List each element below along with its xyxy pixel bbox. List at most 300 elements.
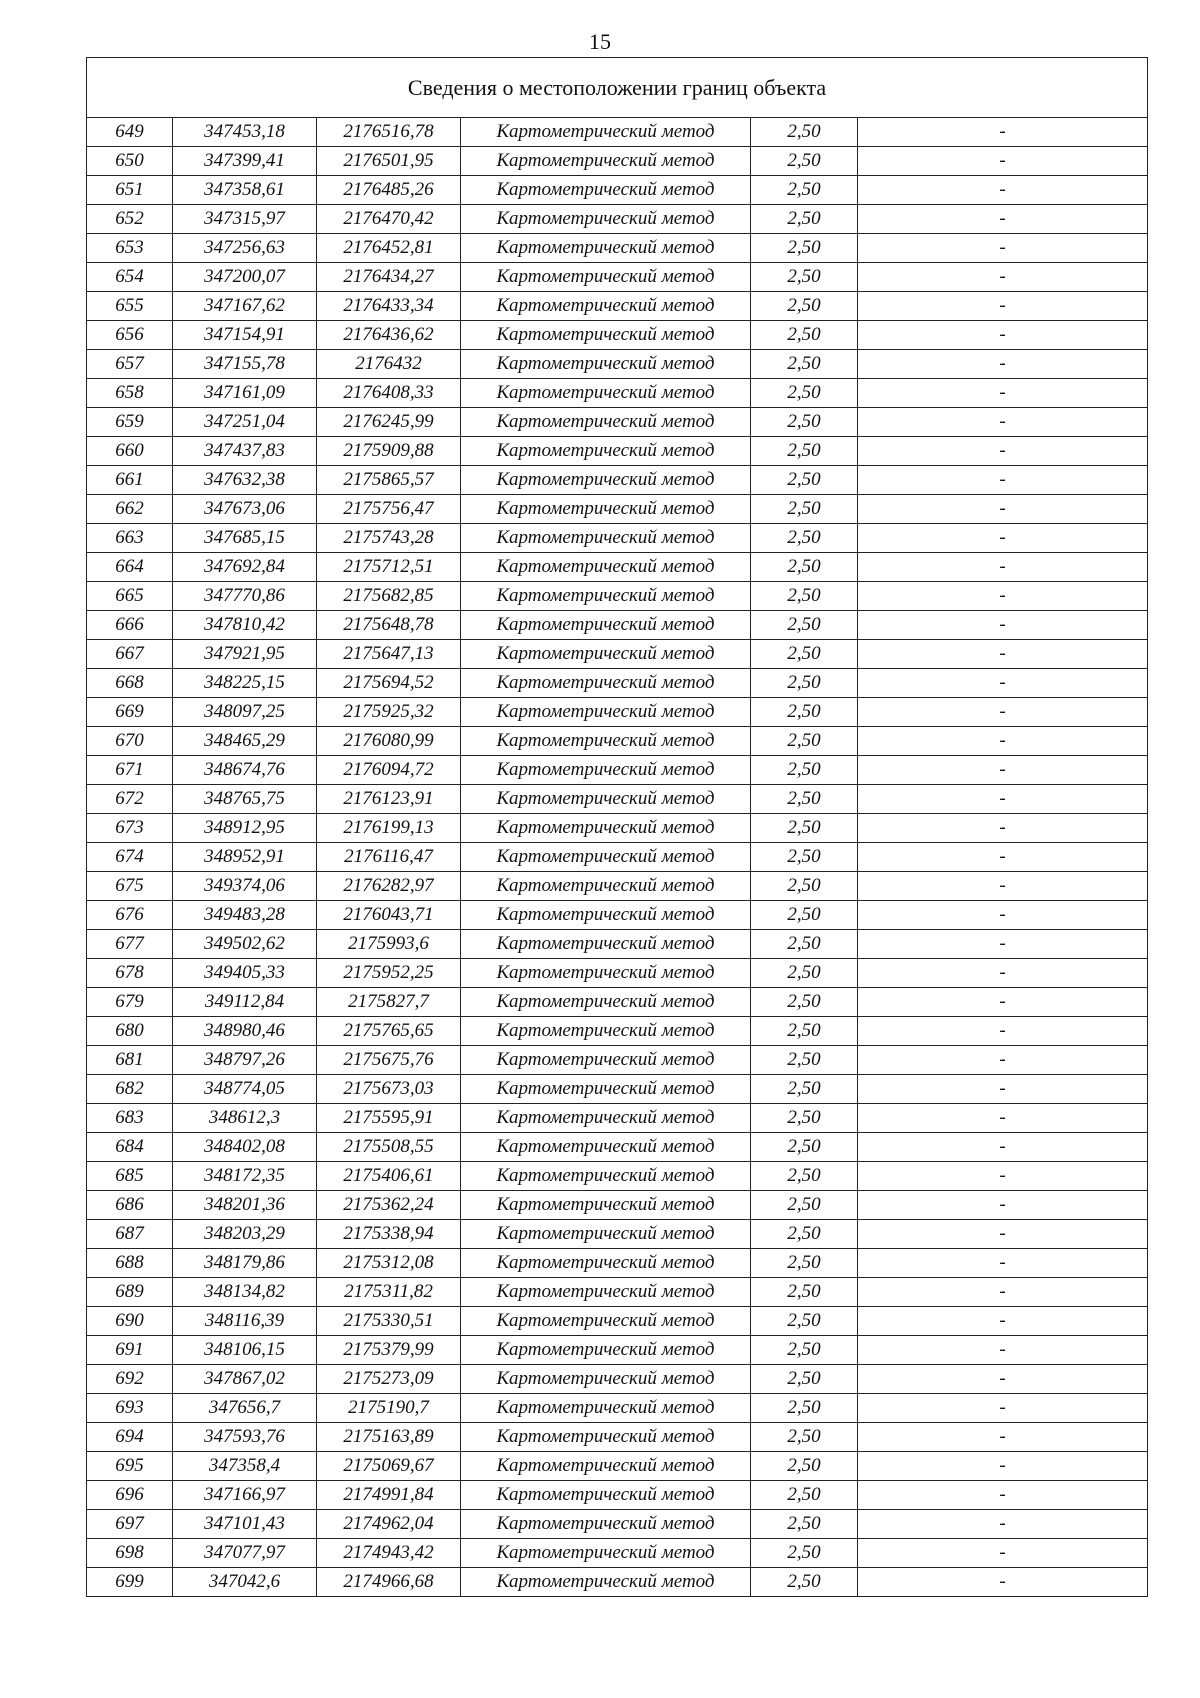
description-cell: - (858, 437, 1148, 466)
accuracy-cell: 2,50 (751, 698, 858, 727)
method-cell: Картометрический метод (461, 1220, 751, 1249)
x-coordinate-cell: 349374,06 (173, 872, 317, 901)
method-cell: Картометрический метод (461, 1191, 751, 1220)
x-coordinate-cell: 347042,6 (173, 1568, 317, 1597)
y-coordinate-cell: 2175311,82 (317, 1278, 461, 1307)
x-coordinate-cell: 347155,78 (173, 350, 317, 379)
table-row (87, 1365, 1148, 1394)
page-number: 15 (589, 29, 611, 54)
table-row (87, 1104, 1148, 1133)
x-coordinate-cell: 348765,75 (173, 785, 317, 814)
method-cell: Картометрический метод (461, 1104, 751, 1133)
method-cell: Картометрический метод (461, 1510, 751, 1539)
y-coordinate-cell: 2175647,13 (317, 640, 461, 669)
point-number-cell: 697 (87, 1510, 173, 1539)
y-coordinate-cell: 2176501,95 (317, 147, 461, 176)
y-coordinate-cell: 2176043,71 (317, 901, 461, 930)
table-row (87, 756, 1148, 785)
point-number-cell: 660 (87, 437, 173, 466)
accuracy-cell: 2,50 (751, 1075, 858, 1104)
method-cell: Картометрический метод (461, 1336, 751, 1365)
x-coordinate-cell: 348674,76 (173, 756, 317, 785)
description-cell: - (858, 814, 1148, 843)
table-row (87, 1423, 1148, 1452)
description-cell: - (858, 1249, 1148, 1278)
method-cell: Картометрический метод (461, 437, 751, 466)
description-cell: - (858, 350, 1148, 379)
x-coordinate-cell: 347101,43 (173, 1510, 317, 1539)
boundary-coordinates-table (86, 57, 1148, 1597)
method-cell: Картометрический метод (461, 785, 751, 814)
table-row (87, 1162, 1148, 1191)
description-cell: - (858, 611, 1148, 640)
y-coordinate-cell: 2175069,67 (317, 1452, 461, 1481)
point-number-cell: 649 (87, 118, 173, 147)
point-number-cell: 655 (87, 292, 173, 321)
accuracy-cell: 2,50 (751, 959, 858, 988)
table-row (87, 640, 1148, 669)
table-row (87, 727, 1148, 756)
accuracy-cell: 2,50 (751, 1365, 858, 1394)
table-row (87, 553, 1148, 582)
description-cell: - (858, 1278, 1148, 1307)
method-cell: Картометрический метод (461, 1481, 751, 1510)
point-number-cell: 656 (87, 321, 173, 350)
x-coordinate-cell: 348612,3 (173, 1104, 317, 1133)
description-cell: - (858, 669, 1148, 698)
y-coordinate-cell: 2176282,97 (317, 872, 461, 901)
point-number-cell: 672 (87, 785, 173, 814)
method-cell: Картометрический метод (461, 1568, 751, 1597)
point-number-cell: 676 (87, 901, 173, 930)
point-number-cell: 698 (87, 1539, 173, 1568)
point-number-cell: 679 (87, 988, 173, 1017)
x-coordinate-cell: 349483,28 (173, 901, 317, 930)
x-coordinate-cell: 348980,46 (173, 1017, 317, 1046)
method-cell: Картометрический метод (461, 959, 751, 988)
description-cell: - (858, 988, 1148, 1017)
accuracy-cell: 2,50 (751, 379, 858, 408)
accuracy-cell: 2,50 (751, 1336, 858, 1365)
description-cell: - (858, 727, 1148, 756)
description-cell: - (858, 495, 1148, 524)
description-cell: - (858, 466, 1148, 495)
x-coordinate-cell: 347685,15 (173, 524, 317, 553)
table-row (87, 1075, 1148, 1104)
table-row (87, 959, 1148, 988)
description-cell: - (858, 1133, 1148, 1162)
description-cell: - (858, 959, 1148, 988)
y-coordinate-cell: 2175909,88 (317, 437, 461, 466)
description-cell: - (858, 1104, 1148, 1133)
method-cell: Картометрический метод (461, 1452, 751, 1481)
table-title: Сведения о местоположении границ объекта (87, 58, 1148, 118)
point-number-cell: 651 (87, 176, 173, 205)
y-coordinate-cell: 2175673,03 (317, 1075, 461, 1104)
description-cell: - (858, 1162, 1148, 1191)
table-row (87, 1017, 1148, 1046)
accuracy-cell: 2,50 (751, 814, 858, 843)
description-cell: - (858, 1510, 1148, 1539)
point-number-cell: 669 (87, 698, 173, 727)
y-coordinate-cell: 2175163,89 (317, 1423, 461, 1452)
point-number-cell: 680 (87, 1017, 173, 1046)
x-coordinate-cell: 348116,39 (173, 1307, 317, 1336)
description-cell: - (858, 408, 1148, 437)
table-row (87, 1249, 1148, 1278)
method-cell: Картометрический метод (461, 1075, 751, 1104)
point-number-cell: 665 (87, 582, 173, 611)
accuracy-cell: 2,50 (751, 1220, 858, 1249)
x-coordinate-cell: 349112,84 (173, 988, 317, 1017)
y-coordinate-cell: 2175675,76 (317, 1046, 461, 1075)
accuracy-cell: 2,50 (751, 466, 858, 495)
method-cell: Картометрический метод (461, 611, 751, 640)
y-coordinate-cell: 2175712,51 (317, 553, 461, 582)
description-cell: - (858, 901, 1148, 930)
method-cell: Картометрический метод (461, 321, 751, 350)
table-row (87, 1278, 1148, 1307)
x-coordinate-cell: 347315,97 (173, 205, 317, 234)
x-coordinate-cell: 347810,42 (173, 611, 317, 640)
description-cell: - (858, 1452, 1148, 1481)
accuracy-cell: 2,50 (751, 321, 858, 350)
description-cell: - (858, 872, 1148, 901)
method-cell: Картометрический метод (461, 582, 751, 611)
table-row (87, 466, 1148, 495)
x-coordinate-cell: 347358,4 (173, 1452, 317, 1481)
point-number-cell: 654 (87, 263, 173, 292)
method-cell: Картометрический метод (461, 843, 751, 872)
y-coordinate-cell: 2176470,42 (317, 205, 461, 234)
method-cell: Картометрический метод (461, 1423, 751, 1452)
x-coordinate-cell: 349405,33 (173, 959, 317, 988)
accuracy-cell: 2,50 (751, 669, 858, 698)
accuracy-cell: 2,50 (751, 553, 858, 582)
description-cell: - (858, 147, 1148, 176)
method-cell: Картометрический метод (461, 901, 751, 930)
x-coordinate-cell: 347200,07 (173, 263, 317, 292)
y-coordinate-cell: 2175379,99 (317, 1336, 461, 1365)
table-row (87, 1191, 1148, 1220)
method-cell: Картометрический метод (461, 756, 751, 785)
description-cell: - (858, 118, 1148, 147)
table-row (87, 1481, 1148, 1510)
accuracy-cell: 2,50 (751, 582, 858, 611)
method-cell: Картометрический метод (461, 379, 751, 408)
y-coordinate-cell: 2175648,78 (317, 611, 461, 640)
method-cell: Картометрический метод (461, 495, 751, 524)
method-cell: Картометрический метод (461, 1249, 751, 1278)
point-number-cell: 673 (87, 814, 173, 843)
description-cell: - (858, 930, 1148, 959)
method-cell: Картометрический метод (461, 1017, 751, 1046)
point-number-cell: 671 (87, 756, 173, 785)
table-row (87, 292, 1148, 321)
method-cell: Картометрический метод (461, 698, 751, 727)
point-number-cell: 659 (87, 408, 173, 437)
y-coordinate-cell: 2175273,09 (317, 1365, 461, 1394)
method-cell: Картометрический метод (461, 118, 751, 147)
y-coordinate-cell: 2175682,85 (317, 582, 461, 611)
accuracy-cell: 2,50 (751, 901, 858, 930)
table-row (87, 495, 1148, 524)
accuracy-cell: 2,50 (751, 263, 858, 292)
x-coordinate-cell: 347770,86 (173, 582, 317, 611)
y-coordinate-cell: 2176452,81 (317, 234, 461, 263)
description-cell: - (858, 263, 1148, 292)
accuracy-cell: 2,50 (751, 1423, 858, 1452)
accuracy-cell: 2,50 (751, 1278, 858, 1307)
y-coordinate-cell: 2176436,62 (317, 321, 461, 350)
method-cell: Картометрический метод (461, 1133, 751, 1162)
y-coordinate-cell: 2176199,13 (317, 814, 461, 843)
description-cell: - (858, 1017, 1148, 1046)
x-coordinate-cell: 347921,95 (173, 640, 317, 669)
table-row (87, 785, 1148, 814)
method-cell: Картометрический метод (461, 1539, 751, 1568)
y-coordinate-cell: 2176432 (317, 350, 461, 379)
y-coordinate-cell: 2175406,61 (317, 1162, 461, 1191)
method-cell: Картометрический метод (461, 872, 751, 901)
x-coordinate-cell: 347867,02 (173, 1365, 317, 1394)
x-coordinate-cell: 348465,29 (173, 727, 317, 756)
table-row (87, 205, 1148, 234)
method-cell: Картометрический метод (461, 1307, 751, 1336)
y-coordinate-cell: 2175338,94 (317, 1220, 461, 1249)
accuracy-cell: 2,50 (751, 1249, 858, 1278)
point-number-cell: 683 (87, 1104, 173, 1133)
description-cell: - (858, 698, 1148, 727)
accuracy-cell: 2,50 (751, 727, 858, 756)
y-coordinate-cell: 2175765,65 (317, 1017, 461, 1046)
method-cell: Картометрический метод (461, 727, 751, 756)
accuracy-cell: 2,50 (751, 147, 858, 176)
x-coordinate-cell: 347399,41 (173, 147, 317, 176)
description-cell: - (858, 234, 1148, 263)
accuracy-cell: 2,50 (751, 872, 858, 901)
description-cell: - (858, 553, 1148, 582)
point-number-cell: 684 (87, 1133, 173, 1162)
x-coordinate-cell: 348134,82 (173, 1278, 317, 1307)
description-cell: - (858, 1336, 1148, 1365)
table-row (87, 118, 1148, 147)
y-coordinate-cell: 2175952,25 (317, 959, 461, 988)
x-coordinate-cell: 348225,15 (173, 669, 317, 698)
y-coordinate-cell: 2175865,57 (317, 466, 461, 495)
point-number-cell: 681 (87, 1046, 173, 1075)
method-cell: Картометрический метод (461, 669, 751, 698)
accuracy-cell: 2,50 (751, 640, 858, 669)
accuracy-cell: 2,50 (751, 118, 858, 147)
table-row (87, 901, 1148, 930)
accuracy-cell: 2,50 (751, 1481, 858, 1510)
table-row (87, 1133, 1148, 1162)
accuracy-cell: 2,50 (751, 1452, 858, 1481)
point-number-cell: 686 (87, 1191, 173, 1220)
method-cell: Картометрический метод (461, 205, 751, 234)
point-number-cell: 692 (87, 1365, 173, 1394)
y-coordinate-cell: 2175993,6 (317, 930, 461, 959)
method-cell: Картометрический метод (461, 1162, 751, 1191)
table-row (87, 843, 1148, 872)
description-cell: - (858, 1423, 1148, 1452)
point-number-cell: 657 (87, 350, 173, 379)
y-coordinate-cell: 2176245,99 (317, 408, 461, 437)
accuracy-cell: 2,50 (751, 176, 858, 205)
point-number-cell: 666 (87, 611, 173, 640)
description-cell: - (858, 1539, 1148, 1568)
accuracy-cell: 2,50 (751, 1162, 858, 1191)
table-row (87, 1539, 1148, 1568)
accuracy-cell: 2,50 (751, 1191, 858, 1220)
point-number-cell: 687 (87, 1220, 173, 1249)
point-number-cell: 693 (87, 1394, 173, 1423)
table-row (87, 1336, 1148, 1365)
method-cell: Картометрический метод (461, 147, 751, 176)
accuracy-cell: 2,50 (751, 988, 858, 1017)
table-row (87, 379, 1148, 408)
x-coordinate-cell: 349502,62 (173, 930, 317, 959)
description-cell: - (858, 756, 1148, 785)
x-coordinate-cell: 348952,91 (173, 843, 317, 872)
description-cell: - (858, 1307, 1148, 1336)
x-coordinate-cell: 347358,61 (173, 176, 317, 205)
point-number-cell: 661 (87, 466, 173, 495)
description-cell: - (858, 524, 1148, 553)
table-row (87, 669, 1148, 698)
table-row (87, 350, 1148, 379)
x-coordinate-cell: 348106,15 (173, 1336, 317, 1365)
accuracy-cell: 2,50 (751, 1046, 858, 1075)
accuracy-cell: 2,50 (751, 1307, 858, 1336)
y-coordinate-cell: 2175508,55 (317, 1133, 461, 1162)
table-row (87, 1307, 1148, 1336)
table-body (87, 118, 1148, 1597)
point-number-cell: 691 (87, 1336, 173, 1365)
x-coordinate-cell: 347593,76 (173, 1423, 317, 1452)
table-row (87, 1568, 1148, 1597)
accuracy-cell: 2,50 (751, 785, 858, 814)
description-cell: - (858, 321, 1148, 350)
x-coordinate-cell: 347656,7 (173, 1394, 317, 1423)
point-number-cell: 650 (87, 147, 173, 176)
description-cell: - (858, 176, 1148, 205)
method-cell: Картометрический метод (461, 292, 751, 321)
description-cell: - (858, 582, 1148, 611)
table-title-row (87, 58, 1148, 118)
x-coordinate-cell: 347692,84 (173, 553, 317, 582)
description-cell: - (858, 205, 1148, 234)
accuracy-cell: 2,50 (751, 350, 858, 379)
table-row (87, 582, 1148, 611)
y-coordinate-cell: 2175925,32 (317, 698, 461, 727)
table-row (87, 234, 1148, 263)
y-coordinate-cell: 2175756,47 (317, 495, 461, 524)
point-number-cell: 652 (87, 205, 173, 234)
x-coordinate-cell: 348912,95 (173, 814, 317, 843)
point-number-cell: 678 (87, 959, 173, 988)
point-number-cell: 658 (87, 379, 173, 408)
description-cell: - (858, 1191, 1148, 1220)
x-coordinate-cell: 347154,91 (173, 321, 317, 350)
y-coordinate-cell: 2175827,7 (317, 988, 461, 1017)
method-cell: Картометрический метод (461, 176, 751, 205)
method-cell: Картометрический метод (461, 640, 751, 669)
x-coordinate-cell: 348203,29 (173, 1220, 317, 1249)
y-coordinate-cell: 2174966,68 (317, 1568, 461, 1597)
accuracy-cell: 2,50 (751, 292, 858, 321)
point-number-cell: 664 (87, 553, 173, 582)
accuracy-cell: 2,50 (751, 1104, 858, 1133)
x-coordinate-cell: 347077,97 (173, 1539, 317, 1568)
y-coordinate-cell: 2176408,33 (317, 379, 461, 408)
accuracy-cell: 2,50 (751, 1017, 858, 1046)
accuracy-cell: 2,50 (751, 611, 858, 640)
description-cell: - (858, 1481, 1148, 1510)
method-cell: Картометрический метод (461, 1278, 751, 1307)
method-cell: Картометрический метод (461, 1394, 751, 1423)
method-cell: Картометрический метод (461, 930, 751, 959)
method-cell: Картометрический метод (461, 466, 751, 495)
y-coordinate-cell: 2176123,91 (317, 785, 461, 814)
point-number-cell: 682 (87, 1075, 173, 1104)
table-row (87, 698, 1148, 727)
point-number-cell: 667 (87, 640, 173, 669)
y-coordinate-cell: 2174991,84 (317, 1481, 461, 1510)
x-coordinate-cell: 347453,18 (173, 118, 317, 147)
accuracy-cell: 2,50 (751, 756, 858, 785)
accuracy-cell: 2,50 (751, 1539, 858, 1568)
method-cell: Картометрический метод (461, 1046, 751, 1075)
description-cell: - (858, 1220, 1148, 1249)
table-row (87, 263, 1148, 292)
y-coordinate-cell: 2175743,28 (317, 524, 461, 553)
description-cell: - (858, 1075, 1148, 1104)
accuracy-cell: 2,50 (751, 1394, 858, 1423)
point-number-cell: 690 (87, 1307, 173, 1336)
description-cell: - (858, 640, 1148, 669)
y-coordinate-cell: 2176485,26 (317, 176, 461, 205)
table-row (87, 611, 1148, 640)
accuracy-cell: 2,50 (751, 1568, 858, 1597)
description-cell: - (858, 1394, 1148, 1423)
table-row (87, 1046, 1148, 1075)
point-number-cell: 688 (87, 1249, 173, 1278)
x-coordinate-cell: 348172,35 (173, 1162, 317, 1191)
y-coordinate-cell: 2176516,78 (317, 118, 461, 147)
table-row (87, 437, 1148, 466)
method-cell: Картометрический метод (461, 350, 751, 379)
point-number-cell: 695 (87, 1452, 173, 1481)
table-row (87, 988, 1148, 1017)
y-coordinate-cell: 2175312,08 (317, 1249, 461, 1278)
x-coordinate-cell: 347251,04 (173, 408, 317, 437)
x-coordinate-cell: 348097,25 (173, 698, 317, 727)
x-coordinate-cell: 347437,83 (173, 437, 317, 466)
y-coordinate-cell: 2176094,72 (317, 756, 461, 785)
table-row (87, 176, 1148, 205)
point-number-cell: 663 (87, 524, 173, 553)
method-cell: Картометрический метод (461, 553, 751, 582)
y-coordinate-cell: 2176080,99 (317, 727, 461, 756)
point-number-cell: 696 (87, 1481, 173, 1510)
point-number-cell: 694 (87, 1423, 173, 1452)
x-coordinate-cell: 347632,38 (173, 466, 317, 495)
x-coordinate-cell: 348179,86 (173, 1249, 317, 1278)
point-number-cell: 653 (87, 234, 173, 263)
point-number-cell: 662 (87, 495, 173, 524)
